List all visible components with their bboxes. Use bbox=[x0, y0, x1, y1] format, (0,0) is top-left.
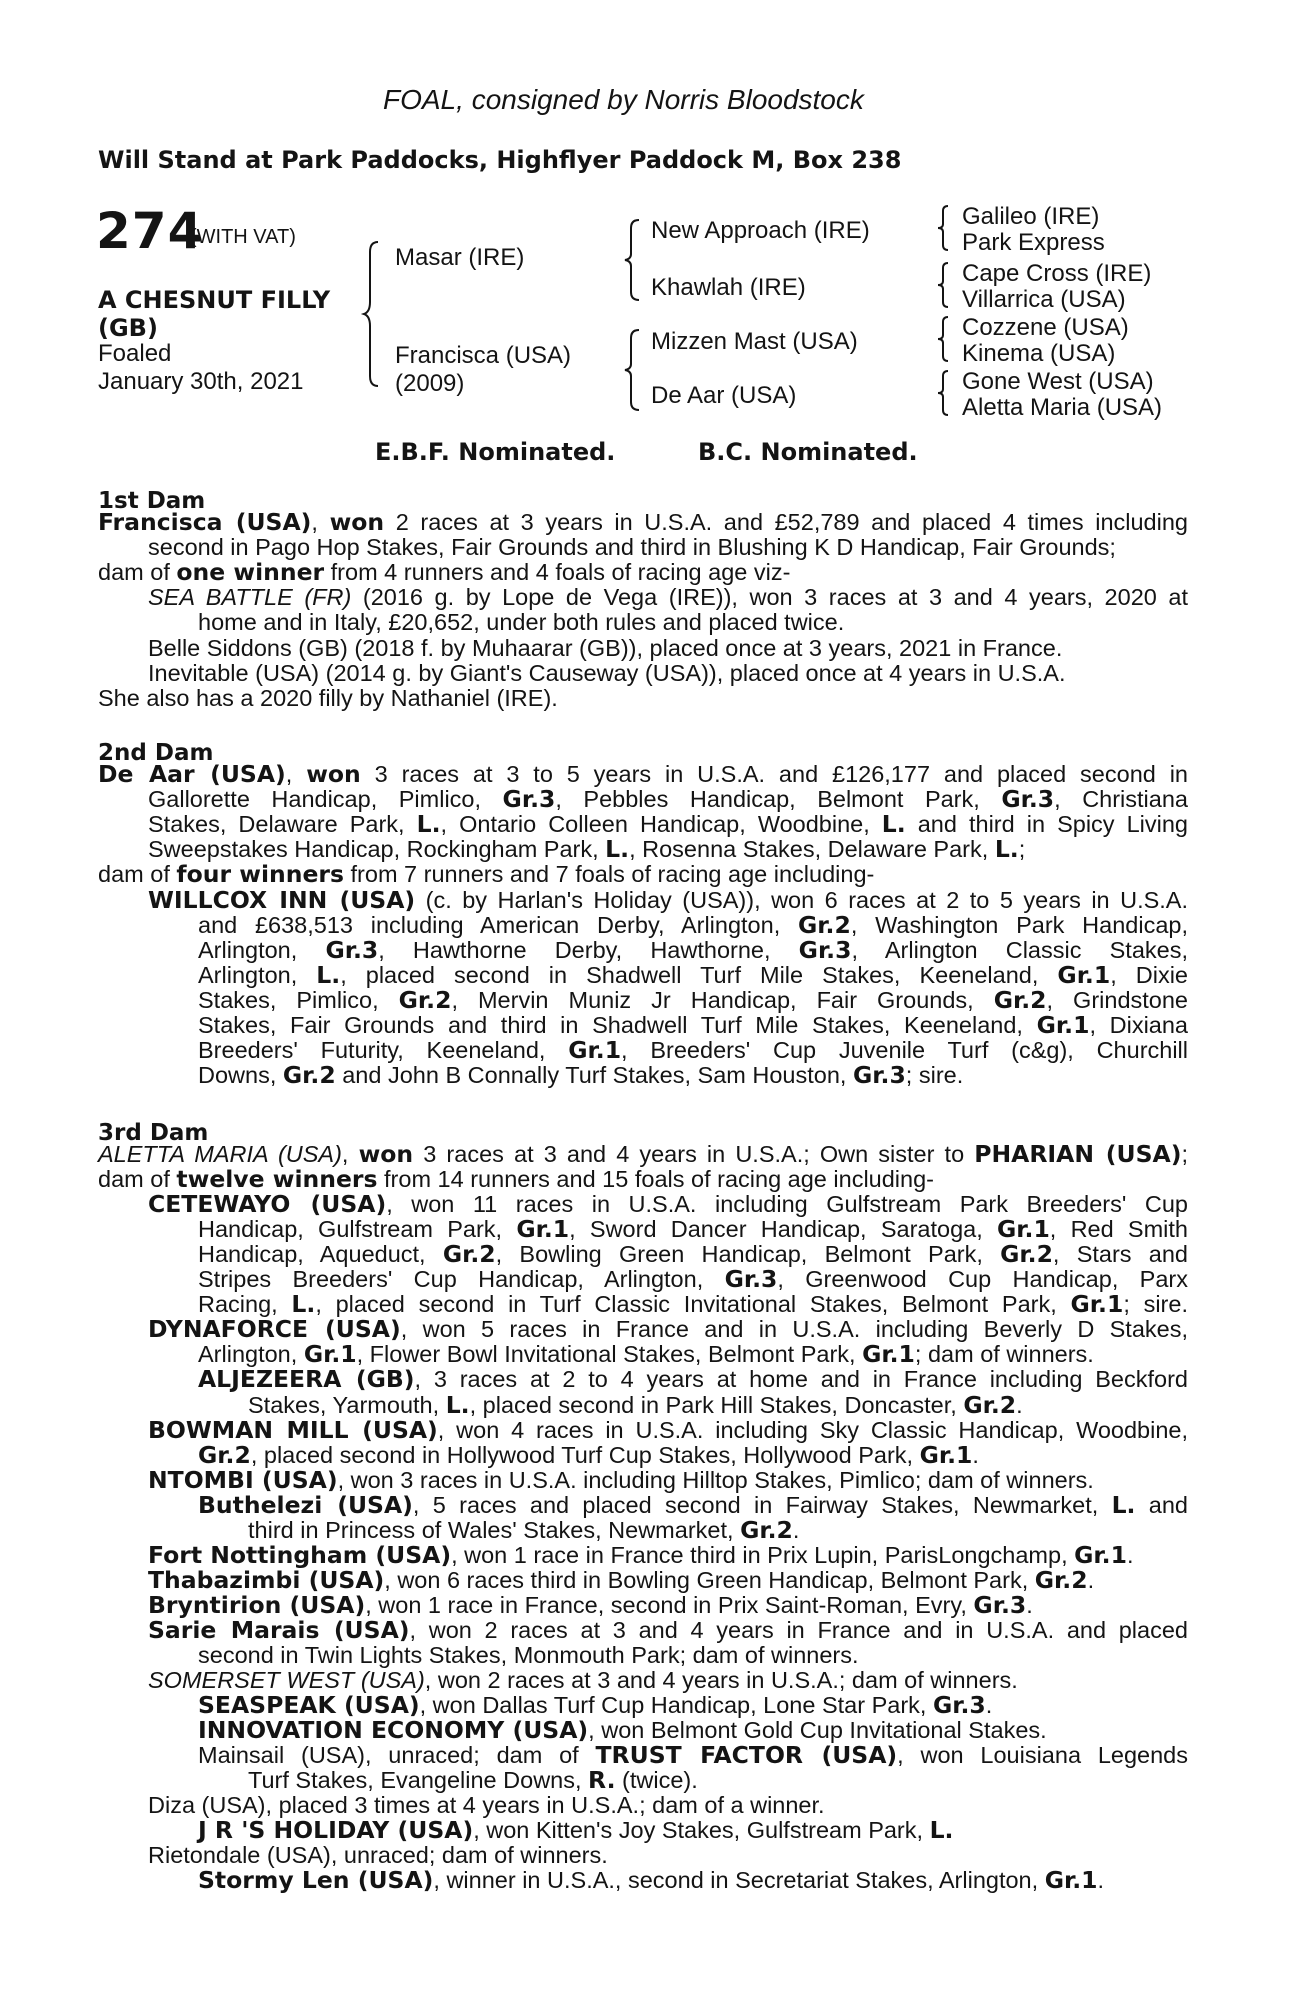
bold-text: Gr.2 bbox=[798, 910, 851, 939]
text: Stakes, Delaware Park, bbox=[148, 811, 417, 838]
second-dam-line bbox=[198, 935, 1188, 964]
bold-text: Gr.2 bbox=[1000, 1240, 1053, 1269]
bold-text: Gr.1 bbox=[1074, 1540, 1127, 1569]
bold-text: Gr.3 bbox=[1001, 785, 1055, 814]
bold-text: won bbox=[329, 508, 385, 536]
third-dam-line bbox=[148, 1668, 1018, 1694]
first-dam-line bbox=[98, 510, 1188, 536]
second-dam-line bbox=[148, 787, 1188, 813]
pedigree-brace-sire bbox=[623, 218, 643, 302]
text: dam of bbox=[98, 861, 177, 888]
bold-text: Gr.1 bbox=[996, 1215, 1050, 1244]
text: . bbox=[1026, 1591, 1033, 1618]
text: , Mervin Muniz Jr Handicap, Fair Grounds, bbox=[451, 986, 994, 1013]
text: , placed second in Hollywood Turf Cup Stakes, Hollywood Park, bbox=[250, 1441, 920, 1468]
bold-text: R. bbox=[588, 1766, 616, 1795]
italic-text: SOMERSET WEST (USA) bbox=[148, 1667, 425, 1694]
third-dam-line bbox=[198, 1217, 1188, 1243]
lot-origin: (GB) bbox=[98, 314, 158, 342]
text: Downs, bbox=[198, 1062, 283, 1089]
text: second in Pago Hop Stakes, Fair Grounds and third in Blushing K D Handicap, Fair Grounds; bbox=[148, 534, 1116, 561]
text: . bbox=[1126, 1541, 1134, 1568]
text: Diza (USA), placed 3 times at 4 years in U.S.A.; dam of a winner. bbox=[148, 1792, 825, 1819]
text: ; bbox=[1018, 836, 1026, 863]
bold-text: L. bbox=[445, 1390, 470, 1419]
first-dam-line bbox=[148, 535, 1116, 561]
dam-sire-name: Mizzen Mast (USA) bbox=[651, 328, 858, 355]
text: Arlington, bbox=[198, 1341, 304, 1368]
bold-text: Gr.2 bbox=[993, 985, 1047, 1014]
first-dam-line bbox=[198, 610, 844, 636]
text: 2 races at 3 years in U.S.A. and £52,789 and placed 4 times including bbox=[384, 509, 1188, 535]
sire-name: Masar (IRE) bbox=[395, 244, 525, 271]
text: , won Dallas Turf Cup Handicap, Lone Star Park, bbox=[419, 1692, 933, 1719]
bold-text: Gr.2 bbox=[740, 1515, 793, 1544]
italic-text: ALETTA MARIA (USA) bbox=[98, 1141, 342, 1167]
bold-text: CETEWAYO (USA) bbox=[148, 1190, 387, 1219]
third-dam-line bbox=[148, 1793, 825, 1819]
third-dam-line bbox=[148, 1540, 1134, 1569]
second-dam-line bbox=[198, 1013, 1188, 1039]
bold-text: L. bbox=[416, 810, 441, 839]
stand-location: Will Stand at Park Paddocks, Highflyer Paddock M, Box 238 bbox=[98, 146, 902, 174]
bold-text: Gr.3 bbox=[325, 935, 379, 964]
third-dam-heading: 3rd Dam bbox=[98, 1120, 209, 1146]
bold-text: four winners bbox=[176, 860, 344, 889]
text: , placed second in Park Hill Stakes, Doncaster, bbox=[469, 1391, 964, 1418]
text: ; bbox=[1181, 1141, 1188, 1167]
text: and bbox=[1135, 1491, 1188, 1518]
text: and John B Connally Turf Stakes, Sam Houston, bbox=[335, 1062, 853, 1089]
text: 3 races at 3 to 5 years in U.S.A. and £126,177 and placed second in bbox=[360, 761, 1188, 787]
text: , 3 races at 2 to 4 years at home and in France including Beckford bbox=[414, 1366, 1188, 1393]
text: Stakes, Yarmouth, bbox=[248, 1391, 446, 1418]
text: , 5 races and placed second in Fairway Stakes, Newmarket, bbox=[412, 1491, 1112, 1518]
third-dam-line bbox=[198, 1367, 1188, 1393]
text: 3 races at 3 and 4 years in U.S.A.; Own sister to bbox=[413, 1141, 975, 1167]
vat-label: (WITH VAT) bbox=[190, 226, 296, 248]
bold-text: Stormy Len (USA) bbox=[198, 1866, 434, 1895]
bold-text: L. bbox=[291, 1290, 316, 1319]
text: , Bowling Green Handicap, Belmont Park, bbox=[495, 1241, 1001, 1268]
second-dam-line bbox=[148, 885, 1189, 914]
third-dam-line bbox=[198, 1743, 1188, 1769]
ggsire-3: Cozzene (USA) bbox=[962, 314, 1129, 341]
pedigree-brace-dam bbox=[623, 328, 643, 412]
bold-text: Gr.1 bbox=[516, 1215, 570, 1244]
text: Arlington, bbox=[198, 961, 317, 988]
ggdam-4: Aletta Maria (USA) bbox=[962, 394, 1163, 421]
text: , bbox=[341, 1141, 359, 1167]
text: . bbox=[792, 1516, 800, 1543]
second-dam-line bbox=[148, 812, 1188, 838]
text: , bbox=[311, 509, 330, 535]
lot-description: A CHESNUT FILLY bbox=[98, 286, 331, 314]
ggsire-2: Cape Cross (IRE) bbox=[962, 260, 1152, 287]
bold-text: Francisca (USA) bbox=[98, 508, 312, 536]
text: . bbox=[972, 1441, 979, 1468]
second-dam-line bbox=[198, 960, 1188, 989]
text: , Washington Park Handicap, bbox=[850, 911, 1189, 938]
bold-text: Gr.1 bbox=[1070, 1290, 1124, 1319]
text: Breeders' Futurity, Keeneland, bbox=[198, 1037, 569, 1064]
text: , Grindstone bbox=[1046, 986, 1188, 1013]
text: , won 6 races third in Bowling Green Handicap, Belmont Park, bbox=[384, 1566, 1035, 1593]
text: , bbox=[285, 761, 307, 787]
third-dam-line bbox=[198, 1440, 979, 1469]
text: home and in Italy, £20,652, under both rules and placed twice. bbox=[198, 609, 845, 636]
text: Turf Stakes, Evangeline Downs, bbox=[248, 1767, 589, 1794]
bold-text: Fort Nottingham (USA) bbox=[148, 1540, 452, 1569]
bold-text: won bbox=[306, 760, 361, 788]
lot-number: 274 bbox=[96, 202, 204, 260]
ggsire-1: Galileo (IRE) bbox=[962, 203, 1100, 230]
bold-text: NTOMBI (USA) bbox=[148, 1465, 338, 1494]
bold-text: Gr.3 bbox=[502, 785, 556, 814]
text: , won Belmont Gold Cup Invitational Stakes. bbox=[588, 1717, 1047, 1744]
text: ; dam of winners. bbox=[914, 1341, 1094, 1368]
bold-text: L. bbox=[929, 1816, 954, 1845]
first-dam-line bbox=[148, 661, 1066, 687]
text: Stakes, Fair Grounds and third in Shadwell Turf Mile Stakes, Keeneland, bbox=[198, 1012, 1037, 1038]
text: second in Twin Lights Stakes, Monmouth Park; dam of winners. bbox=[198, 1642, 859, 1668]
second-dam-heading: 2nd Dam bbox=[98, 740, 214, 766]
first-dam-line bbox=[148, 585, 1188, 611]
text: , won 1 race in France, second in Prix Saint-Roman, Evry, bbox=[365, 1591, 974, 1618]
third-dam-line bbox=[198, 1292, 1188, 1318]
bold-text: INNOVATION ECONOMY (USA) bbox=[198, 1716, 589, 1745]
third-dam-line bbox=[148, 1192, 1188, 1218]
first-dam-line bbox=[98, 560, 790, 586]
third-dam-line bbox=[198, 1718, 1047, 1744]
third-dam-line bbox=[198, 1242, 1188, 1268]
text: Sweepstakes Handicap, Rockingham Park, bbox=[148, 836, 606, 863]
bold-text: Gr.2 bbox=[963, 1390, 1017, 1419]
text: , Sword Dancer Handicap, Saratoga, bbox=[569, 1216, 997, 1243]
text: , won 3 races in U.S.A. including Hilltop Stakes, Pimlico; dam of winners. bbox=[337, 1466, 1094, 1493]
bold-text: L. bbox=[605, 835, 630, 864]
ggsire-4: Gone West (USA) bbox=[962, 368, 1154, 395]
text: dam of bbox=[98, 1166, 177, 1193]
bold-text: SEASPEAK (USA) bbox=[198, 1691, 420, 1720]
text: Handicap, Gulfstream Park, bbox=[198, 1216, 517, 1243]
second-dam-line bbox=[198, 1063, 963, 1089]
third-dam-line bbox=[198, 1643, 859, 1669]
bold-text: Gr.2 bbox=[398, 985, 452, 1014]
bold-text: De Aar (USA) bbox=[98, 760, 286, 788]
bold-text: Sarie Marais (USA) bbox=[148, 1615, 410, 1644]
second-dam-line bbox=[198, 985, 1188, 1014]
third-dam-line bbox=[98, 1167, 934, 1193]
second-dam-line bbox=[98, 762, 1188, 788]
pedigree-brace-g3 bbox=[936, 315, 952, 363]
bold-text: Gr.3 bbox=[973, 1590, 1027, 1619]
text: . bbox=[1016, 1391, 1023, 1418]
text: , placed second in Turf Classic Invitational Stakes, Belmont Park, bbox=[315, 1291, 1071, 1318]
text: (2016 g. by Lope de Vega (IRE)), won 3 races at 3 and 4 years, 2020 at bbox=[351, 584, 1188, 611]
bold-text: WILLCOX INN (USA) bbox=[148, 885, 416, 914]
bold-text: Gr.2 bbox=[282, 1061, 336, 1090]
bold-text: TRUST FACTOR (USA) bbox=[595, 1741, 898, 1770]
text: , Hawthorne Derby, Hawthorne, bbox=[378, 936, 799, 963]
bold-text: won bbox=[358, 1140, 414, 1168]
bold-text: PHARIAN (USA) bbox=[974, 1140, 1182, 1168]
text: , Stars and bbox=[1052, 1241, 1188, 1268]
text: , won 2 races at 3 and 4 years in France and in U.S.A. and placed bbox=[409, 1616, 1188, 1643]
text: , Christiana bbox=[1054, 786, 1188, 813]
bold-text: Gr.1 bbox=[1044, 1866, 1098, 1895]
second-dam-line bbox=[148, 837, 1025, 863]
text: , Dixie bbox=[1110, 961, 1188, 988]
text: Handicap, Aqueduct, bbox=[198, 1241, 443, 1268]
text: , placed second in Shadwell Turf Mile Stakes, Keeneland, bbox=[340, 961, 1058, 988]
second-dam-line bbox=[98, 862, 874, 888]
third-dam-line bbox=[198, 1693, 992, 1719]
foaled-date: January 30th, 2021 bbox=[98, 368, 304, 395]
text: Arlington, bbox=[198, 936, 326, 963]
bold-text: Gr.2 bbox=[442, 1240, 496, 1269]
bold-text: Gr.3 bbox=[724, 1265, 778, 1294]
text: Rietondale (USA), unraced; dam of winners. bbox=[148, 1842, 608, 1869]
third-dam-line bbox=[198, 1490, 1188, 1519]
dam-year: (2009) bbox=[395, 370, 465, 397]
second-dam-line bbox=[198, 910, 1189, 939]
first-dam-heading: 1st Dam bbox=[98, 488, 206, 514]
text: , Greenwood Cup Handicap, Parx bbox=[777, 1266, 1188, 1293]
text: Belle Siddons (GB) (2018 f. by Muhaarar (GB)), placed once at 3 years, 2021 in France. bbox=[148, 634, 1063, 661]
bold-text: L. bbox=[994, 835, 1019, 864]
third-dam-line bbox=[148, 1565, 1095, 1594]
bold-text: Gr.2 bbox=[198, 1440, 251, 1469]
bold-text: one winner bbox=[176, 558, 325, 587]
text: . bbox=[985, 1692, 993, 1719]
text: dam of bbox=[98, 559, 177, 586]
text: . bbox=[1087, 1566, 1095, 1593]
third-dam-line bbox=[148, 1317, 1188, 1343]
text: Mainsail (USA), unraced; dam of bbox=[198, 1742, 596, 1769]
text: , won 5 races in France and in U.S.A. including Beverly D Stakes, bbox=[400, 1316, 1189, 1343]
bold-text: twelve winners bbox=[176, 1165, 378, 1194]
bold-text: Gr.1 bbox=[919, 1440, 973, 1469]
dam-name: Francisca (USA) bbox=[395, 342, 572, 369]
bold-text: Gr.1 bbox=[303, 1340, 357, 1369]
ggdam-1: Park Express bbox=[962, 229, 1105, 256]
text: Racing, bbox=[198, 1291, 292, 1318]
second-dam-line bbox=[198, 1038, 1188, 1064]
bc-nomination: B.C. Nominated. bbox=[698, 438, 918, 466]
pedigree-brace-g2 bbox=[936, 261, 952, 309]
bold-text: Buthelezi (USA) bbox=[198, 1490, 413, 1519]
sire-sire-name: New Approach (IRE) bbox=[651, 217, 870, 244]
pedigree-brace-g4 bbox=[936, 369, 952, 417]
third-dam-line bbox=[148, 1465, 1094, 1494]
text: , won 1 race in France third in Prix Lupin, ParisLongchamp, bbox=[451, 1541, 1075, 1568]
text: , Red Smith bbox=[1049, 1216, 1188, 1243]
bold-text: Gr.3 bbox=[852, 1061, 906, 1090]
ggdam-3: Kinema (USA) bbox=[962, 340, 1116, 367]
text: from 7 runners and 7 foals of racing age including- bbox=[344, 861, 875, 888]
text: , Breeders' Cup Juvenile Turf (c&g), Churchill bbox=[621, 1037, 1188, 1064]
text: . bbox=[1097, 1867, 1105, 1894]
text: , Arlington Classic Stakes, bbox=[851, 936, 1188, 963]
third-dam-line bbox=[148, 1590, 1033, 1619]
text: , Dixiana bbox=[1089, 1012, 1188, 1038]
bold-text: L. bbox=[316, 960, 341, 989]
bold-text: J R 'S HOLIDAY (USA) bbox=[198, 1816, 474, 1845]
third-dam-line bbox=[198, 1868, 1104, 1894]
text: third in Princess of Wales' Stakes, Newmarket, bbox=[248, 1516, 741, 1543]
third-dam-line bbox=[148, 1843, 608, 1869]
bold-text: Bryntirion (USA) bbox=[148, 1590, 366, 1619]
text: Gallorette Handicap, Pimlico, bbox=[148, 786, 503, 813]
bold-text: Gr.1 bbox=[1036, 1011, 1090, 1039]
page-header-title: FOAL, consigned by Norris Bloodstock bbox=[383, 84, 864, 115]
third-dam-line bbox=[98, 1142, 1188, 1168]
foaled-label: Foaled bbox=[98, 340, 172, 367]
text: , won Kitten's Joy Stakes, Gulfstream Park, bbox=[473, 1817, 930, 1844]
text: , Rosenna Stakes, Delaware Park, bbox=[629, 836, 995, 863]
text: Stakes, Pimlico, bbox=[198, 986, 399, 1013]
text: Stripes Breeders' Cup Handicap, Arlington, bbox=[198, 1266, 725, 1293]
text: , winner in U.S.A., second in Secretariat Stakes, Arlington, bbox=[433, 1867, 1045, 1894]
first-dam-line bbox=[98, 686, 558, 712]
bold-text: Thabazimbi (USA) bbox=[148, 1565, 385, 1594]
bold-text: L. bbox=[881, 810, 906, 839]
bold-text: DYNAFORCE (USA) bbox=[148, 1315, 401, 1344]
text: ; sire. bbox=[905, 1062, 964, 1089]
text: ; sire. bbox=[1123, 1291, 1188, 1318]
text: , won 2 races at 3 and 4 years in U.S.A.; dam of winners. bbox=[424, 1667, 1018, 1694]
sire-dam-name: Khawlah (IRE) bbox=[651, 274, 806, 301]
bold-text: Gr.3 bbox=[798, 935, 852, 964]
bold-text: BOWMAN MILL (USA) bbox=[148, 1415, 438, 1444]
bold-text: L. bbox=[1111, 1490, 1136, 1519]
bold-text: Gr.2 bbox=[1034, 1565, 1088, 1594]
ggdam-2: Villarrica (USA) bbox=[962, 286, 1126, 313]
pedigree-brace-main bbox=[362, 240, 382, 390]
text: , Ontario Colleen Handicap, Woodbine, bbox=[440, 811, 882, 838]
text: , won Louisiana Legends bbox=[897, 1742, 1188, 1769]
text: from 14 runners and 15 foals of racing age including- bbox=[377, 1166, 934, 1193]
bold-text: Gr.1 bbox=[1057, 960, 1111, 989]
bold-text: Gr.1 bbox=[862, 1340, 915, 1369]
text: , won 4 races in U.S.A. including Sky Classic Handicap, Woodbine, bbox=[437, 1416, 1188, 1443]
bold-text: ALJEZEERA (GB) bbox=[198, 1365, 415, 1394]
third-dam-line bbox=[198, 1818, 953, 1844]
third-dam-line bbox=[248, 1768, 698, 1794]
text: , Pebbles Handicap, Belmont Park, bbox=[555, 786, 1002, 813]
first-dam-line bbox=[148, 636, 1062, 662]
text: Inevitable (USA) (2014 g. by Giant's Causeway (USA)), placed once at 4 years in U.S.A. bbox=[148, 659, 1066, 686]
pedigree-brace-g1 bbox=[936, 204, 952, 252]
third-dam-line bbox=[248, 1390, 1023, 1419]
text: from 4 runners and 4 foals of racing age viz- bbox=[324, 559, 791, 586]
text: (twice). bbox=[615, 1767, 698, 1794]
text: , Flower Bowl Invitational Stakes, Belmont Park, bbox=[356, 1341, 863, 1368]
third-dam-line bbox=[148, 1615, 1188, 1644]
third-dam-line bbox=[248, 1515, 800, 1544]
bold-text: Gr.3 bbox=[932, 1691, 986, 1720]
text: (c. by Harlan's Holiday (USA)), won 6 races at 2 to 5 years in U.S.A. bbox=[415, 886, 1189, 913]
text: She also has a 2020 filly by Nathaniel (IRE). bbox=[98, 684, 558, 711]
italic-text: SEA BATTLE (FR) bbox=[148, 584, 352, 611]
third-dam-line bbox=[198, 1267, 1188, 1293]
text: and third in Spicy Living bbox=[905, 811, 1188, 838]
third-dam-line bbox=[198, 1342, 1094, 1368]
third-dam-line bbox=[148, 1415, 1188, 1444]
text: , won 11 races in U.S.A. including Gulfstream Park Breeders' Cup bbox=[386, 1191, 1188, 1218]
dam-dam-name: De Aar (USA) bbox=[651, 382, 797, 409]
text: and £638,513 including American Derby, Arlington, bbox=[198, 911, 798, 938]
ebf-nomination: E.B.F. Nominated. bbox=[375, 438, 616, 466]
bold-text: Gr.1 bbox=[568, 1036, 622, 1065]
